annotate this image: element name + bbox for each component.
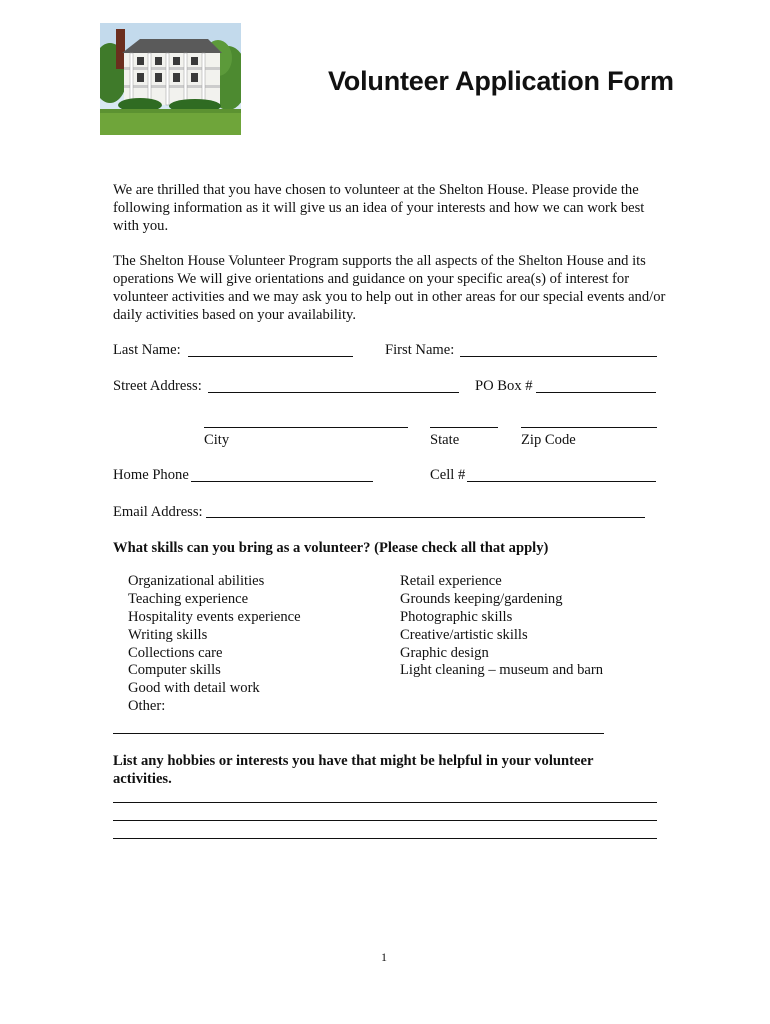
street-address-field[interactable] (208, 392, 459, 393)
zip-code-field[interactable] (521, 427, 657, 428)
first-name-label: First Name: (385, 342, 455, 358)
skill-option[interactable]: Collections care (128, 645, 223, 661)
last-name-label: Last Name: (113, 342, 181, 358)
skill-option-other[interactable]: Other: (128, 698, 166, 714)
po-box-label: PO Box # (475, 378, 533, 394)
skill-option[interactable]: Retail experience (400, 573, 502, 589)
skill-option[interactable]: Teaching experience (128, 591, 249, 607)
skill-option[interactable]: Light cleaning – museum and barn (400, 662, 604, 678)
skill-option[interactable]: Creative/artistic skills (400, 627, 528, 643)
zip-code-label: Zip Code (521, 432, 576, 448)
skills-heading: What skills can you bring as a volunteer? (Please check all that apply) (113, 540, 549, 556)
email-field[interactable] (206, 517, 645, 518)
cell-label: Cell # (430, 467, 466, 483)
page-title: Volunteer Application Form (328, 66, 674, 96)
city-field[interactable] (204, 427, 408, 428)
state-label: State (430, 432, 460, 448)
page-number: 1 (381, 950, 387, 964)
skill-option[interactable]: Organizational abilities (128, 573, 265, 589)
skill-option[interactable]: Good with detail work (128, 680, 260, 696)
street-address-label: Street Address: (113, 378, 202, 394)
skill-option[interactable]: Computer skills (128, 662, 221, 678)
hobbies-heading: List any hobbies or interests you have that might be helpful in your volunteer activities. (113, 753, 594, 787)
hobbies-field-line-2[interactable] (113, 820, 657, 821)
other-skill-field[interactable] (113, 733, 604, 734)
shelton-house-photo (100, 23, 241, 135)
last-name-field[interactable] (188, 356, 353, 357)
hobbies-field-line-1[interactable] (113, 802, 657, 803)
intro-paragraph-1: We are thrilled that you have chosen to volunteer at the Shelton House. Please provide the following information as it will give us an idea of your interests and how we can work best with you. (113, 182, 645, 234)
email-label: Email Address: (113, 504, 203, 520)
skill-option[interactable]: Grounds keeping/gardening (400, 591, 563, 607)
state-field[interactable] (430, 427, 498, 428)
hobbies-field-line-3[interactable] (113, 838, 657, 839)
home-phone-label: Home Phone (113, 467, 189, 483)
city-label: City (204, 432, 230, 448)
first-name-field[interactable] (460, 356, 657, 357)
home-phone-field[interactable] (191, 481, 373, 482)
po-box-field[interactable] (536, 392, 656, 393)
cell-field[interactable] (467, 481, 656, 482)
skill-option[interactable]: Writing skills (128, 627, 208, 643)
skill-option[interactable]: Photographic skills (400, 609, 513, 625)
skill-option[interactable]: Graphic design (400, 645, 489, 661)
skill-option[interactable]: Hospitality events experience (128, 609, 301, 625)
intro-paragraph-2: The Shelton House Volunteer Program supports the all aspects of the Shelton House and its operations We will give orientations and guidance on your specific area(s) of interest for volunteer activities and we may ask you to help out in other areas for our special events and/or daily activities based on your availability. (113, 253, 666, 323)
